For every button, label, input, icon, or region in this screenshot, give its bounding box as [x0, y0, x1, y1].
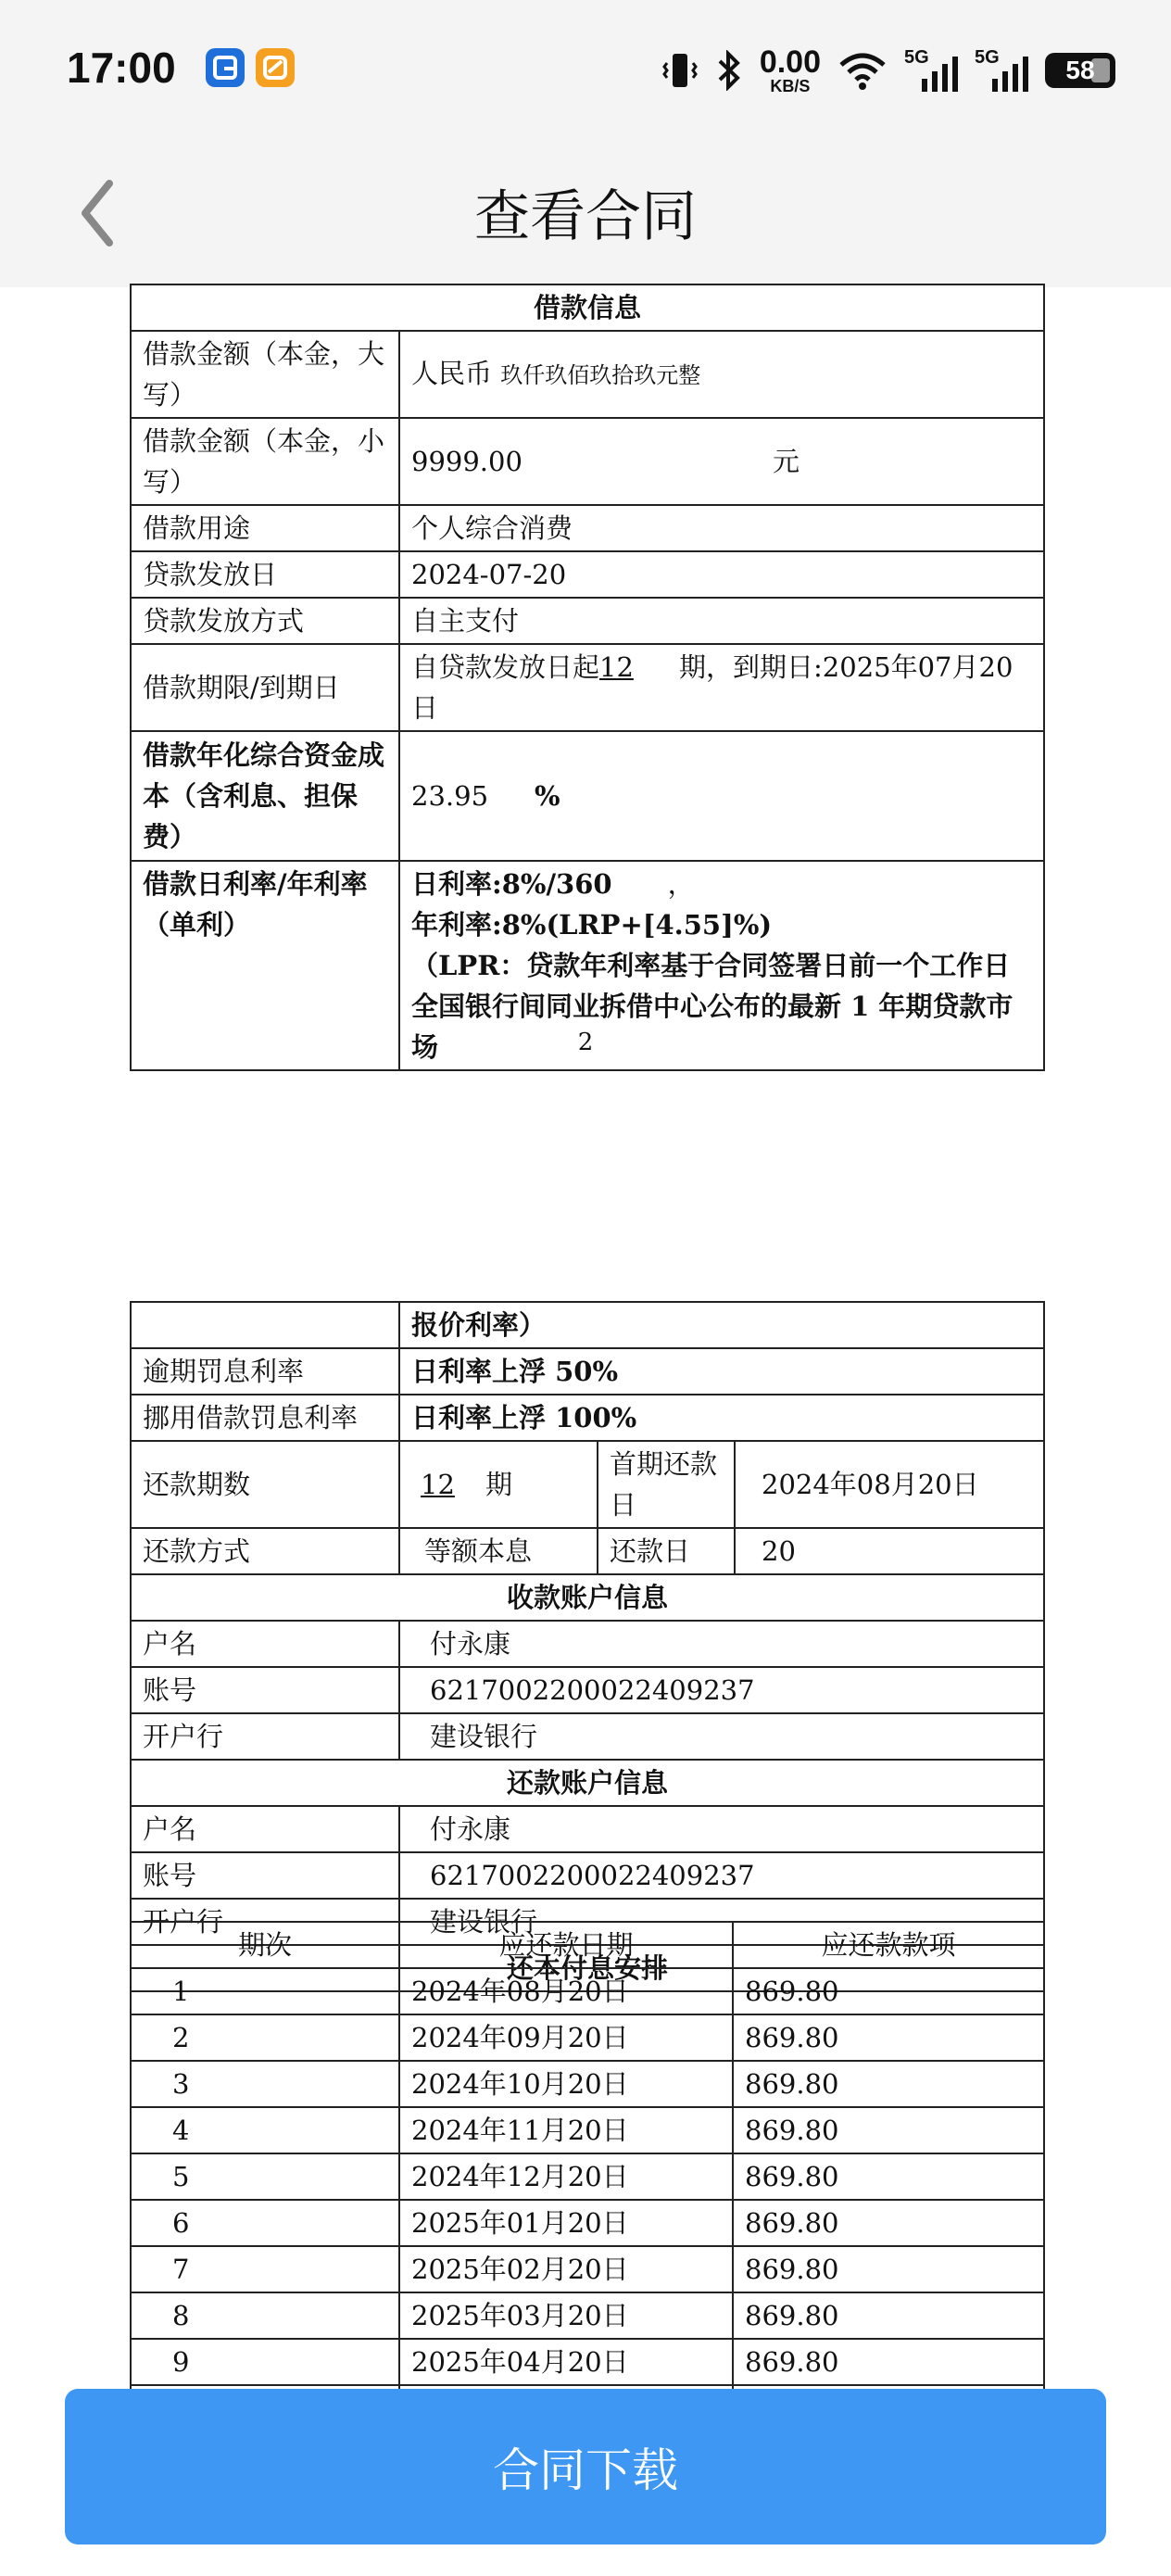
- schedule-cell-no: 3: [131, 2061, 399, 2107]
- table-section-header: 还本付息安排: [131, 1945, 1044, 1991]
- table-row: 借款金额（本金，大写） 人民币 玖仟玖佰玖拾玖元整: [131, 331, 1044, 418]
- table-section-header: 借款信息: [131, 284, 1044, 331]
- table-row: 借款金额（本金，小写） 9999.00 元: [131, 418, 1044, 505]
- table-row: 户名 付永康: [131, 1621, 1044, 1667]
- schedule-cell-no: 2: [131, 2014, 399, 2061]
- schedule-cell-date: 2024年10月20日: [399, 2061, 733, 2107]
- status-bar: [0, 0, 1171, 139]
- repayment-table: [130, 1301, 1045, 1992]
- schedule-cell-no: 1: [131, 1968, 399, 2014]
- schedule-cell-date: 2025年03月20日: [399, 2292, 733, 2339]
- signal-strength-icon-2: 5G: [975, 49, 1028, 92]
- schedule-cell-amount: 869.80: [733, 2292, 1044, 2339]
- schedule-cell-amount: 869.80: [733, 2200, 1044, 2246]
- table-row: 借款用途 个人综合消费: [131, 505, 1044, 551]
- table-row: 开户行 建设银行: [131, 1899, 1044, 1945]
- schedule-row: [131, 2246, 1044, 2292]
- schedule-cell-date: 2025年04月20日: [399, 2339, 733, 2385]
- app-notification-icon: [206, 48, 245, 87]
- table-row: 借款年化综合资金成本（含利息、担保费） 23.95 %: [131, 731, 1044, 861]
- table-row: 逾期罚息利率 日利率上浮 50%: [131, 1348, 1044, 1395]
- network-speed: 0.00 KB/S: [759, 44, 821, 95]
- schedule-cell-date: 2025年01月20日: [399, 2200, 733, 2246]
- schedule-row: [131, 2153, 1044, 2200]
- schedule-cell-amount: 869.80: [733, 2339, 1044, 2385]
- table-row: 贷款发放日 2024-07-20: [131, 551, 1044, 598]
- download-contract-button[interactable]: 合同下载: [65, 2389, 1106, 2544]
- table-row: 账号 6217002200022409237: [131, 1667, 1044, 1713]
- schedule-cell-amount: 869.80: [733, 2061, 1044, 2107]
- schedule-row: [131, 1968, 1044, 2014]
- schedule-cell-amount: 869.80: [733, 2246, 1044, 2292]
- schedule-cell-no: 6: [131, 2200, 399, 2246]
- table-row: 借款期限/到期日 自贷款发放日起12 期，到期日:2025年07月20日: [131, 644, 1044, 731]
- vibrate-icon: [661, 50, 699, 91]
- schedule-cell-amount: 869.80: [733, 1968, 1044, 2014]
- table-row: 开户行 建设银行: [131, 1713, 1044, 1760]
- table-section-header: 还款账户信息: [131, 1760, 1044, 1806]
- schedule-header-row: 期次 应还款日期 应还款款项: [131, 1922, 1044, 1968]
- battery-icon: 58: [1045, 53, 1115, 88]
- table-row: 账号 6217002200022409237: [131, 1852, 1044, 1899]
- table-row: 还款方式 等额本息 还款日 20: [131, 1528, 1044, 1574]
- wifi-icon: [837, 50, 888, 91]
- schedule-cell-no: 5: [131, 2153, 399, 2200]
- page-number: 2: [577, 1029, 594, 1056]
- table-row: 贷款发放方式 自主支付: [131, 598, 1044, 644]
- schedule-cell-date: 2025年02月20日: [399, 2246, 733, 2292]
- schedule-row: [131, 2061, 1044, 2107]
- signal-strength-icon: 5G: [904, 49, 958, 92]
- schedule-cell-no: 7: [131, 2246, 399, 2292]
- schedule-cell-no: 8: [131, 2292, 399, 2339]
- schedule-cell-date: 2024年12月20日: [399, 2153, 733, 2200]
- schedule-row: [131, 2014, 1044, 2061]
- status-time: 17:00: [67, 44, 176, 92]
- page-title: 查看合同: [474, 184, 697, 249]
- schedule-cell-date: 2024年11月20日: [399, 2107, 733, 2153]
- contract-document[interactable]: [0, 287, 1171, 2576]
- app-notification-icon-2: [256, 48, 295, 87]
- schedule-cell-date: 2024年09月20日: [399, 2014, 733, 2061]
- status-indicators: [661, 43, 1115, 98]
- schedule-row: [131, 2292, 1044, 2339]
- schedule-row: [131, 2107, 1044, 2153]
- table-row: 挪用借款罚息利率 日利率上浮 100%: [131, 1395, 1044, 1441]
- table-section-header: 收款账户信息: [131, 1574, 1044, 1621]
- table-row: 户名 付永康: [131, 1806, 1044, 1852]
- schedule-row: [131, 2339, 1044, 2385]
- schedule-cell-amount: 869.80: [733, 2014, 1044, 2061]
- schedule-cell-no: 4: [131, 2107, 399, 2153]
- nav-header: [0, 139, 1171, 287]
- table-row: 报价利率）: [131, 1302, 1044, 1348]
- loan-info-table: [130, 284, 1045, 1071]
- table-row: 还款期数 12 期 首期还款日 2024年08月20日: [131, 1441, 1044, 1528]
- schedule-cell-amount: 869.80: [733, 2107, 1044, 2153]
- schedule-cell-amount: 869.80: [733, 2153, 1044, 2200]
- table-row: 借款日利率/年利率（单利） 日利率:8%/360 ， 年利率:8%(LRP+[4.55]%) （LPR：贷款年利率基于合同签署日前一个工作日全国银行间同业拆借中心公布的最新 1 年期贷款市场: [131, 861, 1044, 1070]
- schedule-row: [131, 2200, 1044, 2246]
- bluetooth-icon: [715, 50, 743, 91]
- schedule-cell-date: 2024年08月20日: [399, 1968, 733, 2014]
- schedule-cell-no: 9: [131, 2339, 399, 2385]
